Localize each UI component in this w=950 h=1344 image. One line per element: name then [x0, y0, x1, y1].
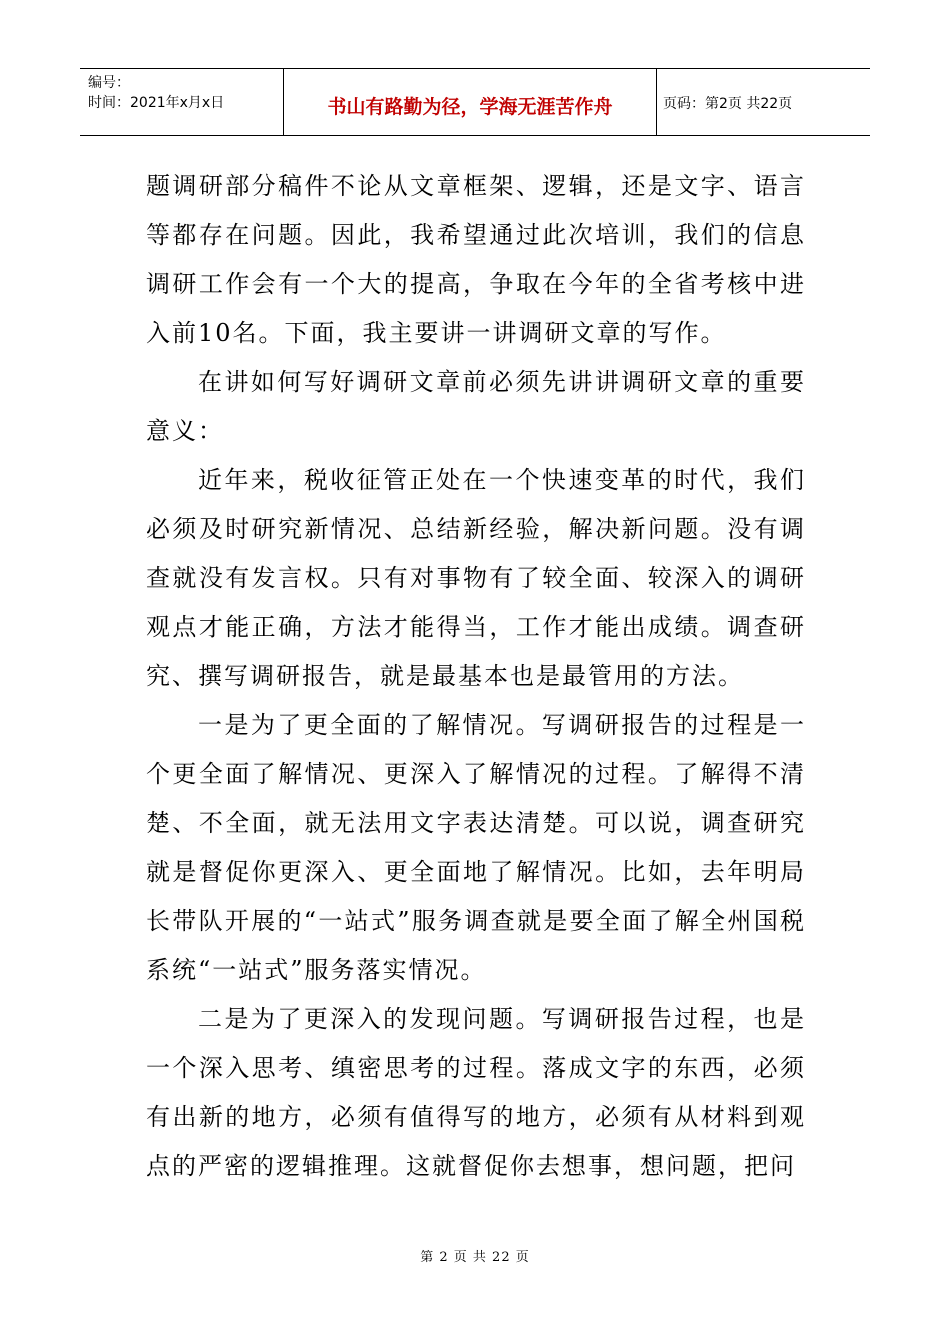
page-footer — [0, 1246, 950, 1265]
document-date-label: 时间：2021年x月x日 — [88, 95, 225, 111]
footer-page-number: 第 2 页 共 22 页 — [420, 1250, 530, 1265]
document-number-label: 编号： — [88, 75, 130, 91]
body-paragraph: 二是为了更深入的发现问题。写调研报告过程，也是一个深入思考、缜密思考的过程。落成文字的东西，必须有出新的地方，必须有值得写的地方，必须有从材料到观点的严密的逻辑推理。这就督促你去想事，想问题，把问 — [146, 1005, 806, 1180]
header-page-cell — [657, 69, 870, 135]
header-page-number: 页码：第2页 共22页 — [663, 96, 793, 112]
header-motto-cell — [284, 69, 657, 135]
body-paragraph: 一是为了更全面的了解情况。写调研报告的过程是一个更全面了解情况、更深入了解情况的过程。了解得不清楚、不全面，就无法用文字表达清楚。可以说，调查研究就是督促你更深入、更全面地了解情况。比如，去年明局长带队开展的“一站式”服务调查就是要全面了解全州国税系统“一站式”服务落实情况。 — [146, 711, 806, 984]
document-header — [80, 68, 870, 136]
header-meta-cell — [80, 69, 284, 135]
body-paragraph: 近年来，税收征管正处在一个快速变革的时代，我们必须及时研究新情况、总结新经验，解决新问题。没有调查就没有发言权。只有对事物有了较全面、较深入的调研观点才能正确，方法才能得当，工作才能出成绩。调查研究、撰写调研报告，就是最基本也是最管用的方法。 — [146, 466, 806, 690]
body-paragraph: 题调研部分稿件不论从文章框架、逻辑，还是文字、语言等都存在问题。因此，我希望通过此次培训，我们的信息调研工作会有一个大的提高，争取在今年的全省考核中进入前10名。下面，我主要讲一讲调研文章的写作。 — [146, 172, 806, 347]
document-body — [146, 162, 806, 1191]
body-paragraph: 在讲如何写好调研文章前必须先讲讲调研文章的重要意义： — [146, 368, 806, 445]
header-motto: 书山有路勤为径，学海无涯苦作舟 — [327, 95, 613, 118]
